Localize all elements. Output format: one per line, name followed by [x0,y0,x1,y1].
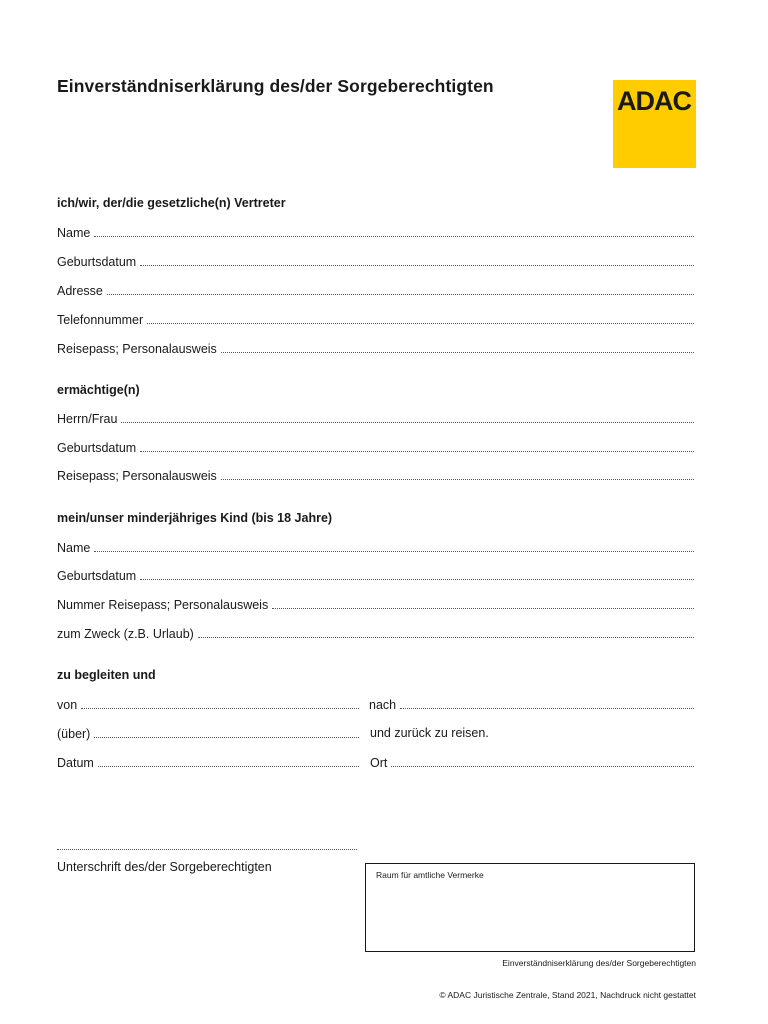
dotted-line [147,322,694,324]
field-geburtsdatum[interactable] [57,253,694,269]
field-herrn-frau[interactable] [57,410,694,426]
field-telefonnummer[interactable] [57,311,694,327]
dotted-line [140,578,694,580]
logo-text: ADAC [617,86,691,116]
field-nach[interactable] [369,696,694,712]
field-label: Name [57,541,91,555]
official-notes-box [365,863,695,952]
field-label: nach [369,698,397,712]
dotted-line [81,707,359,709]
field-label: Geburtsdatum [57,441,137,455]
field-label: (über) [57,727,91,741]
field-geburtsdatum-kind[interactable] [57,567,694,583]
field-label: Nummer Reisepass; Personalausweis [57,598,269,612]
field-adresse[interactable] [57,282,694,298]
dotted-line [221,351,694,353]
dotted-line [140,264,694,266]
field-ueber[interactable] [57,725,359,741]
section-heading-begleiten: zu begleiten und [57,668,156,682]
field-label: Geburtsdatum [57,255,137,269]
field-von[interactable] [57,696,359,712]
dotted-line [98,765,359,767]
field-label: von [57,698,78,712]
dotted-line [391,765,694,767]
section-heading-vertreter: ich/wir, der/die gesetzliche(n) Vertreter [57,196,286,210]
field-label: Geburtsdatum [57,569,137,583]
field-label: Telefonnummer [57,313,144,327]
page-title: Einverständniserklärung des/der Sorgeberechtigten [57,76,494,96]
dotted-line [94,550,694,552]
official-notes-label: Raum für amtliche Vermerke [376,870,484,880]
field-name[interactable] [57,224,694,240]
field-zweck[interactable] [57,625,694,641]
dotted-line [94,235,694,237]
field-label: Ort [370,756,388,770]
field-geburtsdatum-begleiter[interactable] [57,439,694,455]
dotted-line [140,450,694,452]
field-label: Adresse [57,284,103,298]
section-heading-ermaechtige: ermächtige(n) [57,383,140,397]
field-name-kind[interactable] [57,539,694,555]
field-label: Name [57,226,91,240]
adac-logo [613,80,696,168]
footer-title: Einverständniserklärung des/der Sorgeberechtigten [502,958,696,968]
dotted-line [272,607,694,609]
dotted-line [94,736,359,738]
dotted-line [198,636,694,638]
dotted-line [107,293,694,295]
field-label: zum Zweck (z.B. Urlaub) [57,627,194,641]
text-zurueck: und zurück zu reisen. [370,726,489,740]
field-label: Datum [57,756,94,770]
signature-label: Unterschrift des/der Sorgeberechtigten [57,860,272,874]
signature-line[interactable] [57,849,357,850]
footer-copyright: © ADAC Juristische Zentrale, Stand 2021, Nachdruck nicht gestattet [439,990,696,1000]
section-heading-kind: mein/unser minderjähriges Kind (bis 18 Jahre) [57,511,333,525]
field-label: Reisepass; Personalausweis [57,469,217,483]
field-datum[interactable] [57,754,359,770]
field-reisepass-kind[interactable] [57,596,694,612]
dotted-line [400,707,694,709]
dotted-line [121,421,694,423]
field-label: Herrn/Frau [57,412,118,426]
dotted-line [221,478,694,480]
field-reisepass-begleiter[interactable] [57,467,694,483]
field-ort[interactable] [370,754,694,770]
field-reisepass[interactable] [57,340,694,356]
field-label: Reisepass; Personalausweis [57,342,217,356]
